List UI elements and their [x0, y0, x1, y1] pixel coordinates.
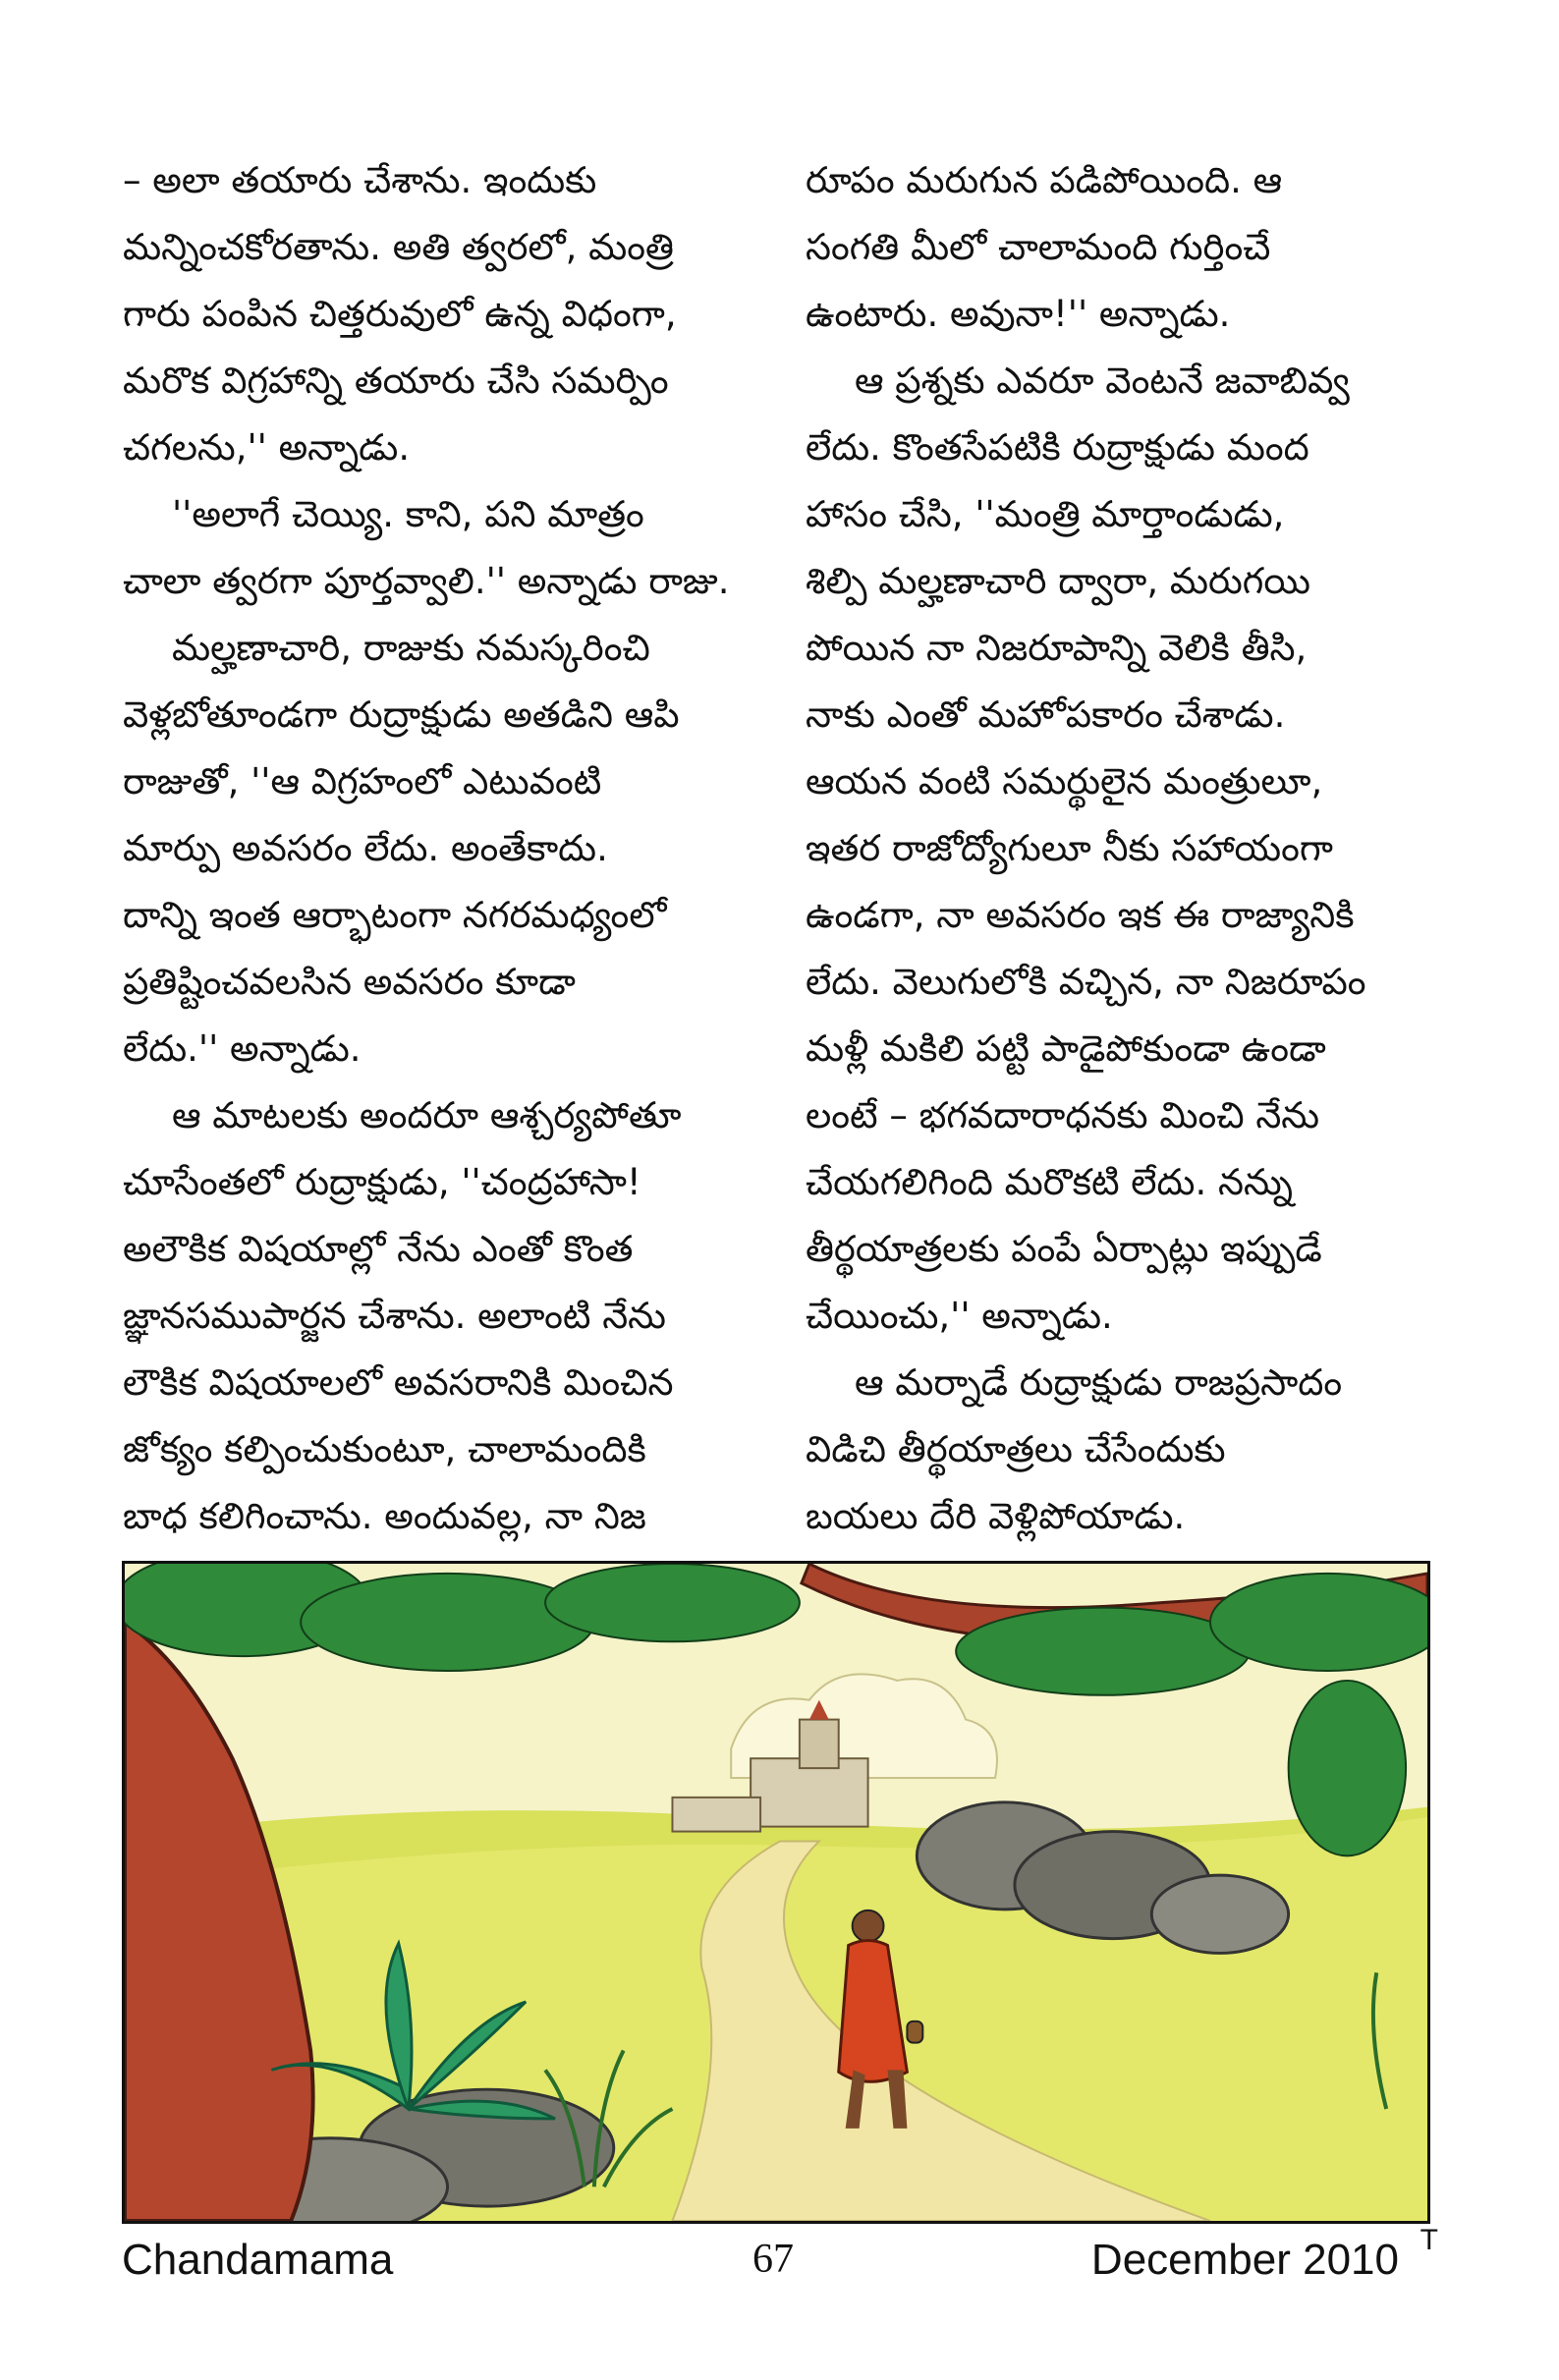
text-line: ఆ మాటలకు అందరూ ఆశ్చర్యపోతూ [172, 1094, 682, 1136]
left-text-column [123, 147, 752, 1550]
paragraph [123, 481, 752, 615]
text-line: గారు పంపిన చిత్తరువులో ఉన్న విధంగా, [123, 293, 677, 335]
text-line: లంటే – భగవదారాధనకు మించి నేను [806, 1094, 1320, 1136]
paragraph [123, 1082, 752, 1550]
text-line: సంగతి మీలో చాలామంది గుర్తించే [806, 226, 1271, 268]
edition-mark: T [1420, 2224, 1438, 2256]
text-line: చేయించు,'' అన్నాడు. [806, 1295, 1113, 1337]
text-line: దాన్ని ఇంత ఆర్భాటంగా నగరమధ్యంలో [123, 894, 667, 936]
text-line: ''అలాగే చెయ్యి. కాని, పని మాత్రం [172, 493, 644, 535]
text-line: చూసేంతలో రుద్రాక్షుడు, ''చంద్రహాసా! [123, 1161, 641, 1203]
paragraph [123, 615, 752, 1082]
text-line: లౌకిక విషయాలలో అవసరానికి మించిన [123, 1361, 674, 1404]
text-line: బయలు దేరి వెళ్లిపోయాడు. [806, 1495, 1186, 1537]
text-line: బాధ కలిగించాను. అందువల్ల, నా నిజ [123, 1495, 646, 1537]
text-line: చగలను,'' అన్నాడు. [123, 426, 411, 469]
text-line: ఆ మర్నాడే రుద్రాక్షుడు రాజప్రసాదం [855, 1361, 1343, 1404]
text-line: మల్హణాచారి, రాజుకు నమస్కరించి [172, 627, 650, 669]
text-line: చేయగలిగింది మరొకటి లేదు. నన్ను [806, 1161, 1293, 1203]
magazine-name: Chandamama [122, 2236, 394, 2284]
text-line: జోక్యం కల్పించుకుంటూ, చాలామందికి [123, 1428, 646, 1470]
text-line: నాకు ఎంతో మహోపకారం చేశాడు. [806, 693, 1286, 736]
text-line: శిల్పి మల్హణాచారి ద్వారా, మరుగయి [806, 560, 1310, 602]
text-line: హాసం చేసి, ''మంత్రి మార్తాండుడు, [806, 493, 1285, 535]
text-line: ఆయన వంటి సమర్థులైన మంత్రులూ, [806, 760, 1323, 803]
text-line: జ్ఞానసముపార్జన చేశాను. అలాంటి నేను [123, 1295, 666, 1337]
page-number: 67 [752, 2237, 794, 2282]
text-line: చాలా త్వరగా పూర్తవ్వాలి.'' అన్నాడు రాజు. [123, 560, 730, 602]
text-line: ఉంటారు. అవునా!'' అన్నాడు. [806, 293, 1231, 335]
paragraph [806, 147, 1434, 348]
illustration-scene [125, 1564, 1427, 2221]
page-footer [122, 2224, 1438, 2287]
text-line: మార్పు అవసరం లేదు. అంతేకాదు. [123, 827, 608, 869]
right-text-column [806, 147, 1434, 1550]
text-line: ఇతర రాజోద్యోగులూ నీకు సహాయంగా [806, 827, 1333, 869]
text-line: తీర్థయాత్రలకు పంపే ఏర్పాట్లు ఇప్పుడే [806, 1228, 1322, 1270]
text-line: లేదు. వెలుగులోకి వచ్చిన, నా నిజరూపం [806, 961, 1366, 1003]
text-line: మరొక విగ్రహాన్ని తయారు చేసి సమర్పిం [123, 360, 669, 402]
paragraph [123, 147, 752, 481]
text-line: రూపం మరుగున పడిపోయింది. ఆ [806, 159, 1283, 201]
text-line: మళ్లీ మకిలి పట్టి పాడైపోకుండా ఉండా [806, 1027, 1326, 1070]
text-line: విడిచి తీర్థయాత్రలు చేసేందుకు [806, 1428, 1226, 1470]
text-line: రాజుతో, ''ఆ విగ్రహంలో ఎటువంటి [123, 760, 602, 803]
text-line: మన్నించకోరతాను. అతి త్వరలో, మంత్రి [123, 226, 674, 268]
story-illustration [122, 1561, 1430, 2224]
text-line: ప్రతిష్టించవలసిన అవసరం కూడా [123, 961, 576, 1003]
text-line: వెళ్లబోతూండగా రుద్రాక్షుడు అతడిని ఆపి [123, 693, 680, 736]
text-line: అలౌకిక విషయాల్లో నేను ఎంతో కొంత [123, 1228, 634, 1270]
text-line: – అలా తయారు చేశాను. ఇందుకు [123, 159, 597, 201]
issue-date: December 2010 [1090, 2236, 1399, 2284]
text-line: లేదు. కొంతసేపటికి రుద్రాక్షుడు మంద [806, 426, 1309, 469]
text-line: పోయిన నా నిజరూపాన్ని వెలికి తీసి, [806, 627, 1308, 669]
text-line: ఉండగా, నా అవసరం ఇక ఈ రాజ్యానికి [806, 894, 1355, 936]
paragraph [806, 348, 1434, 1350]
text-line: లేదు.'' అన్నాడు. [123, 1027, 362, 1070]
text-line: ఆ ప్రశ్నకు ఎవరూ వెంటనే జవాబివ్వ [855, 360, 1350, 402]
paragraph [806, 1350, 1434, 1550]
